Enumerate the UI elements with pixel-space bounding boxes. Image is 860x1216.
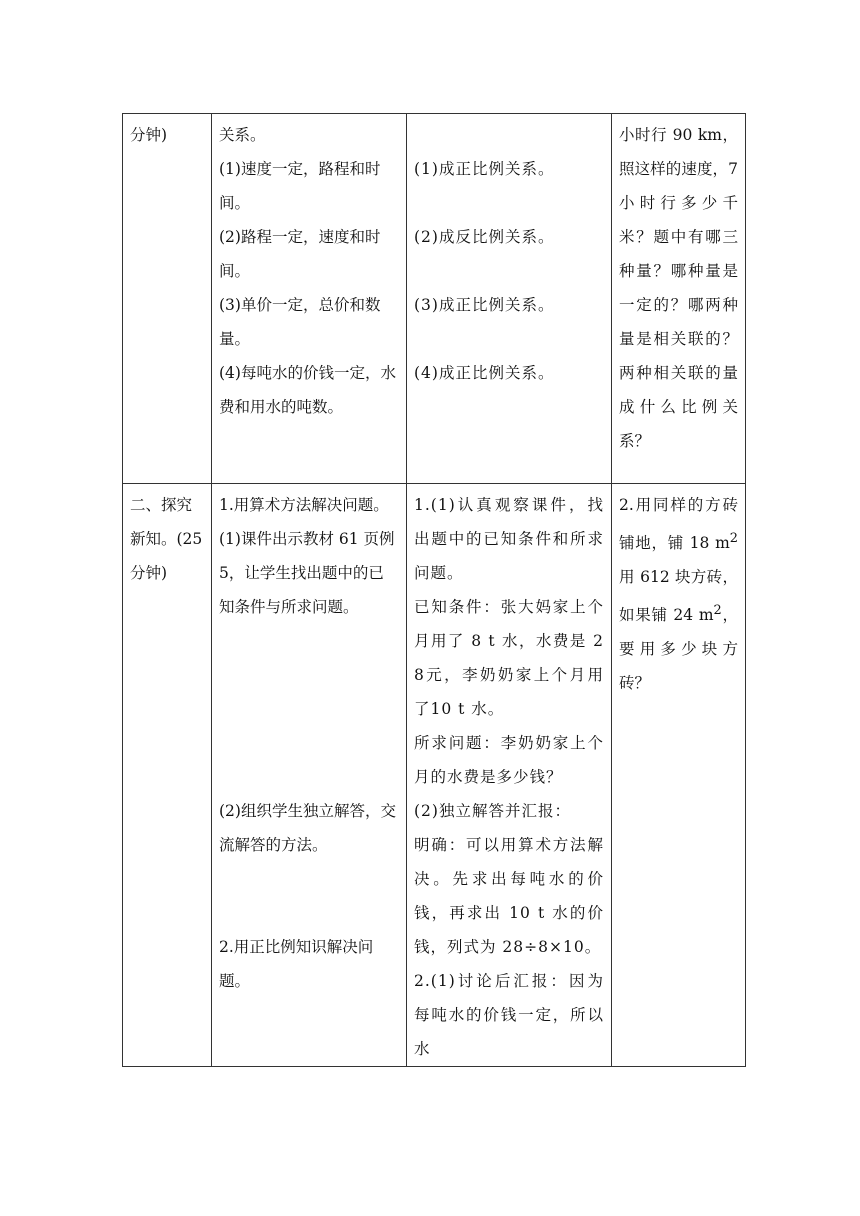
teacher-step-2: 2.用正比例知识解决问题。 xyxy=(219,938,374,990)
student-answer-3: (3)成正比例关系。 xyxy=(414,296,555,314)
student-clarify: 明确：可以用算术方法解决。先求出每吨水的价钱，再求出 10 t 水的价钱，列式为 28÷8×10。 xyxy=(414,836,604,956)
table-row xyxy=(123,114,746,484)
student-step-1: 1.(1)认真观察课件，找出题中的已知条件和所求问题。 xyxy=(414,496,604,582)
student-answer-2: (2)成反比例关系。 xyxy=(414,228,555,246)
teacher-step-1-1: (1)课件出示教材 61 页例 5，让学生找出题中的已知条件与所求问题。 xyxy=(219,530,395,616)
lesson-plan-table xyxy=(122,113,746,1067)
stage-cell xyxy=(123,484,212,1067)
student-activity-cell xyxy=(407,484,612,1067)
design-intent-text: 小时行 90 km，照这样的速度，7 小时行多少千米？题中有哪三种量？哪种量是一定的？哪两种量是相关联的？两种相关联的量成什么比例关系？ xyxy=(619,126,738,450)
student-answer-1: (1)成正比例关系。 xyxy=(414,160,555,178)
teacher-item-3: (3)单价一定，总价和数量。 xyxy=(219,296,381,348)
teacher-item-1: (1)速度一定，路程和时间。 xyxy=(219,160,381,212)
teacher-item-4: (4)每吨水的价钱一定，水费和用水的吨数。 xyxy=(219,364,396,416)
student-question: 所求问题：李奶奶家上个月的水费是多少钱？ xyxy=(414,734,604,786)
teacher-item-2: (2)路程一定，速度和时间。 xyxy=(219,228,381,280)
design-intent-text: 2.用同样的方砖铺地，铺 18 $m^2$用 612 块方砖，如果铺 24 $m^2$，要用多少块方砖？ xyxy=(619,496,738,693)
student-known-conditions: 已知条件：张大妈家上个月用了 8 t 水，水费是 28元，李奶奶家上个月用了10 t 水。 xyxy=(414,598,604,718)
stage-label: 二、探究新知。(25分钟) xyxy=(130,496,203,582)
student-step-3: 2.(1)讨论后汇报：因为每吨水的价钱一定，所以水 xyxy=(414,972,604,1058)
student-activity-cell xyxy=(407,114,612,484)
teacher-step-1: 1.用算术方法解决问题。 xyxy=(219,496,389,514)
design-intent-cell xyxy=(612,114,746,484)
superscript: 2 xyxy=(729,531,738,546)
teacher-activity-cell xyxy=(212,114,407,484)
student-step-2: (2)独立解答并汇报： xyxy=(414,802,571,820)
student-answer-4: (4)成正比例关系。 xyxy=(414,364,555,382)
design-intent-cell xyxy=(612,484,746,1067)
teacher-step-1-2: (2)组织学生独立解答，交流解答的方法。 xyxy=(219,802,396,854)
stage-label: 分钟) xyxy=(130,126,168,144)
stage-cell xyxy=(123,114,212,484)
teacher-intro: 关系。 xyxy=(219,126,266,144)
superscript: 2 xyxy=(713,603,722,619)
teacher-activity-cell xyxy=(212,484,407,1067)
table-row xyxy=(123,484,746,1067)
